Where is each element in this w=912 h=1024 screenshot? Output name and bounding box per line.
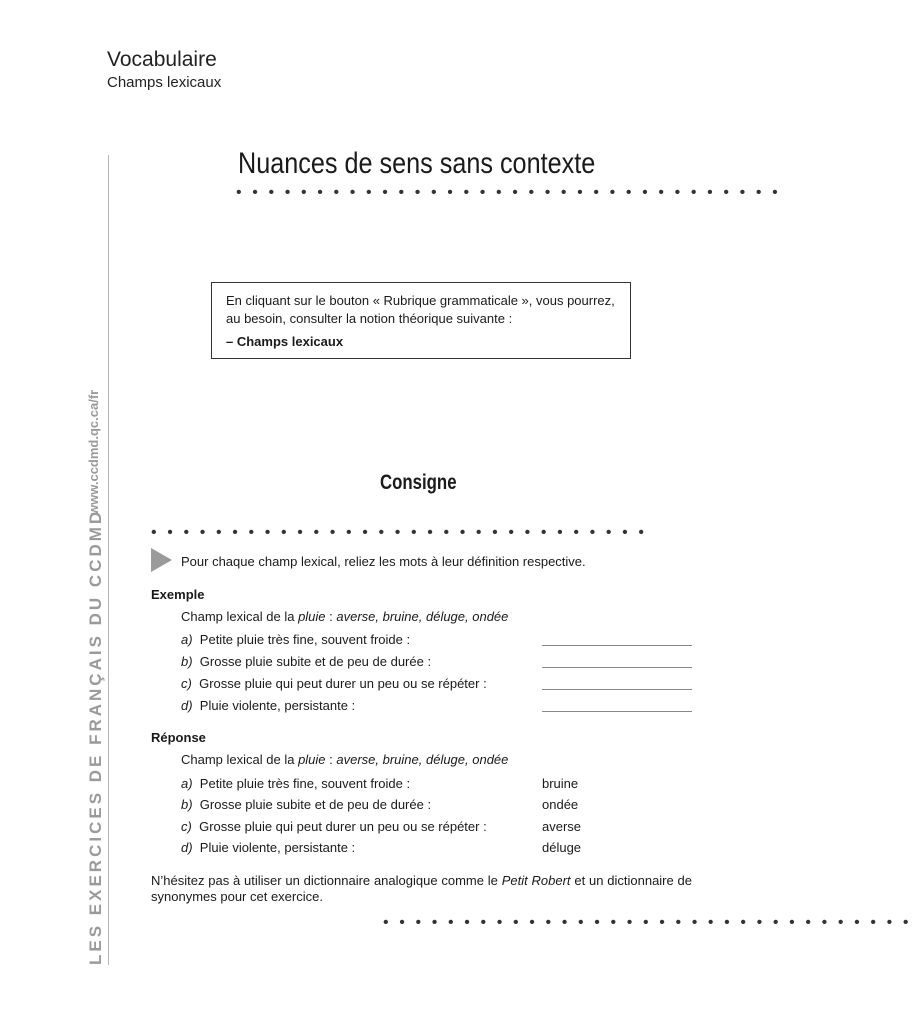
info-box-item: – Champs lexicaux bbox=[226, 334, 344, 349]
reponse-item: a) Petite pluie très fine, souvent froide : bbox=[181, 776, 411, 791]
info-box bbox=[211, 282, 631, 359]
reponse-answer: averse bbox=[542, 819, 582, 834]
reponse-answer: déluge bbox=[542, 840, 582, 855]
section-title: Vocabulaire bbox=[107, 48, 217, 71]
consigne-heading: Consigne bbox=[380, 471, 457, 494]
exemple-heading: Exemple bbox=[151, 587, 205, 602]
instruction-text: Pour chaque champ lexical, reliez les mots à leur définition respective. bbox=[181, 554, 586, 569]
closing-note: N’hésitez pas à utiliser un dictionnaire analogique comme le Petit Robert et un dictionnaire de synonymes pour cet exercice. bbox=[151, 873, 693, 904]
exemple-item: c) Grosse pluie qui peut durer un peu ou se répéter : bbox=[181, 676, 487, 691]
reponse-answer: ondée bbox=[542, 797, 579, 812]
consigne-dotted-rule: • • • • • • • • • • • • • • • • • • • • • • • • • • • • • • • bbox=[151, 524, 648, 541]
reponse-answer: bruine bbox=[542, 776, 579, 791]
reponse-item: c) Grosse pluie qui peut durer un peu ou se répéter : bbox=[181, 819, 487, 834]
exemple-item: a) Petite pluie très fine, souvent froide : bbox=[181, 632, 411, 647]
answer-blank-line bbox=[542, 667, 692, 668]
answer-blank-line bbox=[542, 645, 692, 646]
title-dotted-rule: • • • • • • • • • • • • • • • • • • • • • • • • • • • • • • • • • • bbox=[236, 184, 781, 201]
play-arrow-icon bbox=[151, 548, 172, 572]
margin-rule bbox=[108, 155, 109, 965]
answer-blank-line bbox=[542, 711, 692, 712]
footer-dotted-rule: • • • • • • • • • • • • • • • • • • • • • • • • • • • • • • • • • bbox=[383, 914, 912, 931]
reponse-item: b) Grosse pluie subite et de peu de durée : bbox=[181, 797, 432, 812]
answer-blank-line bbox=[542, 689, 692, 690]
subsection-title: Champs lexicaux bbox=[107, 74, 222, 91]
page-title: Nuances de sens sans contexte bbox=[238, 147, 596, 180]
series-banner: LES EXERCICES DE FRANÇAIS DU CCDMD bbox=[86, 508, 105, 965]
exemple-item: d) Pluie violente, persistante : bbox=[181, 698, 356, 713]
reponse-intro: Champ lexical de la pluie : averse, bruine, déluge, ondée bbox=[181, 752, 509, 767]
reponse-heading: Réponse bbox=[151, 730, 206, 745]
info-box-text: En cliquant sur le bouton « Rubrique grammaticale », vous pourrez, au besoin, consulter la notion théorique suivante : bbox=[226, 293, 615, 326]
exemple-item: b) Grosse pluie subite et de peu de durée : bbox=[181, 654, 432, 669]
exemple-intro: Champ lexical de la pluie : averse, bruine, déluge, ondée bbox=[181, 609, 509, 624]
site-url: www.ccdmd.qc.ca/fr bbox=[86, 389, 101, 515]
reponse-item: d) Pluie violente, persistante : bbox=[181, 840, 356, 855]
